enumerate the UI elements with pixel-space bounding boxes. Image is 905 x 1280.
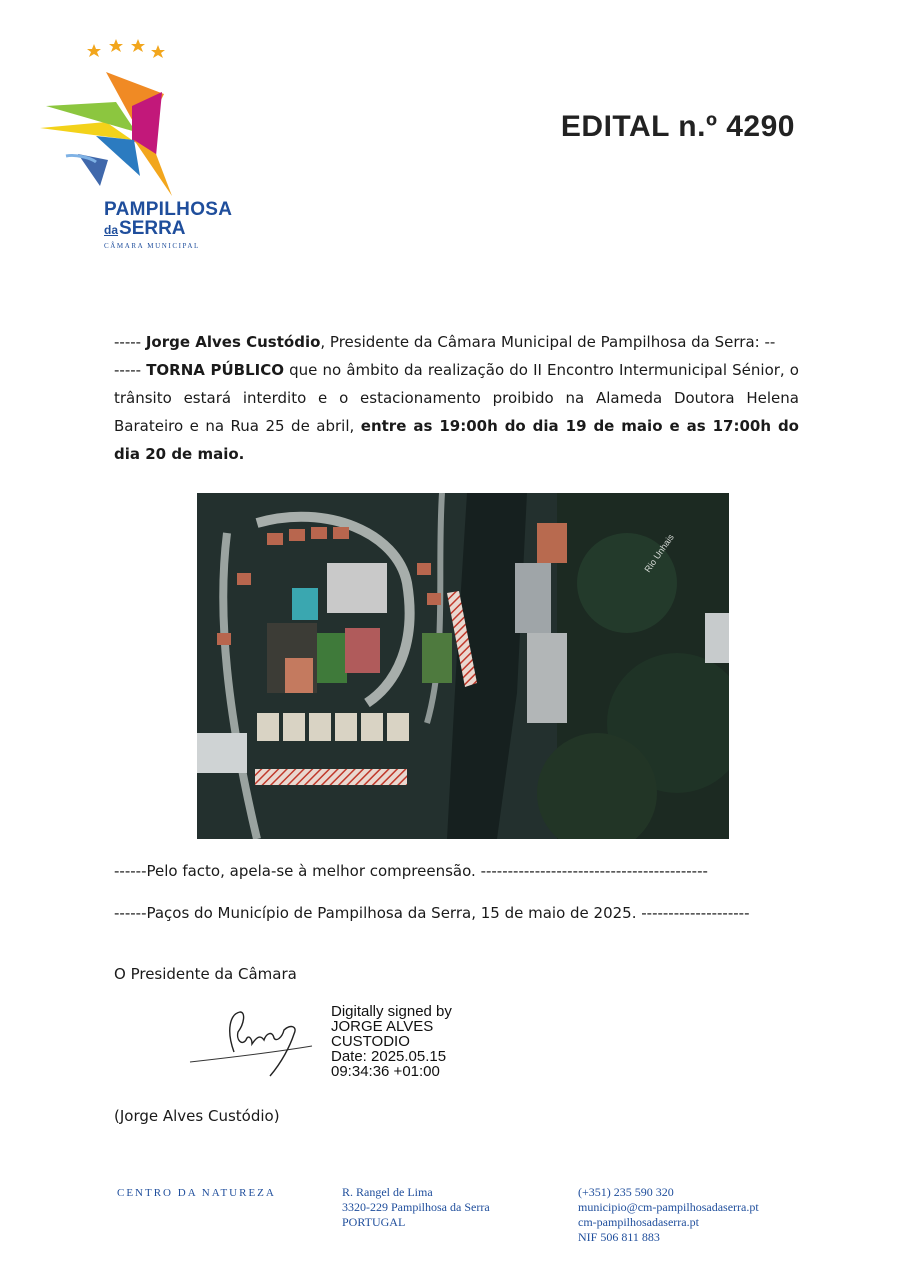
digital-signature-block — [331, 1004, 452, 1079]
paragraph-announcement — [114, 356, 799, 468]
footer-tagline: CENTRO DA NATUREZA — [117, 1187, 276, 1199]
place-date-line: ------Paços do Município de Pampilhosa da Serra, 15 de maio de 2025. -------------------- — [114, 904, 750, 922]
dash-prefix: ----- — [114, 361, 147, 379]
document-title: EDITAL n.º 4290 — [560, 110, 795, 143]
aerial-map-image — [197, 493, 729, 839]
footer-address-line: PORTUGAL — [342, 1215, 406, 1229]
river-label: Rio Unhais — [642, 532, 676, 575]
logo-name-line2 — [104, 219, 186, 240]
torna-publico: TORNA PÚBLICO — [146, 361, 284, 379]
footer-website: cm-pampilhosadaserra.pt — [578, 1215, 699, 1229]
digsig-line: 09:34:36 +01:00 — [331, 1063, 440, 1080]
footer-nif: NIF 506 811 883 — [578, 1230, 660, 1244]
president-role: O Presidente da Câmara — [114, 965, 297, 983]
intro-rest: , Presidente da Câmara Municipal de Pampilhosa da Serra: -- — [320, 333, 776, 351]
footer-address-line: R. Rangel de Lima — [342, 1185, 433, 1199]
footer-phone: (+351) 235 590 320 — [578, 1185, 674, 1199]
logo-graphic — [36, 36, 246, 206]
period-text: entre as 19:00h do dia 19 de maio e as 17:00h do dia 20 de maio. — [114, 417, 799, 463]
signer-name: (Jorge Alves Custódio) — [114, 1107, 280, 1125]
logo-name-line1: PAMPILHOSA — [104, 199, 233, 220]
digsig-line: JORGE ALVES — [331, 1018, 434, 1035]
digsig-line: CUSTODIO — [331, 1033, 410, 1050]
logo-subtitle: CÂMARA MUNICIPAL — [104, 242, 200, 250]
paragraph-intro — [114, 328, 799, 356]
announcement-text: que no âmbito da realização do II Encontro Intermunicipal Sénior, o trânsito estará interdito e o estacionamento proibido na Alameda Doutora Helena Barateiro e na Rua 25 de abril, — [114, 361, 799, 435]
footer-address-line: 3320-229 Pampilhosa da Serra — [342, 1200, 490, 1214]
logo-name-da: da — [104, 223, 119, 237]
footer-contacts — [578, 1185, 759, 1245]
footer-email: municipio@cm-pampilhosadaserra.pt — [578, 1200, 759, 1214]
logo-name-serra: SERRA — [119, 218, 186, 239]
footer-address — [342, 1185, 490, 1230]
appeal-line: ------Pelo facto, apela-se à melhor compreensão. ------------------------------------------ — [114, 862, 708, 880]
handwritten-signature — [186, 1000, 316, 1080]
president-name: Jorge Alves Custódio — [145, 333, 321, 351]
municipality-logo — [36, 36, 246, 256]
document-body — [114, 328, 799, 468]
digsig-line: Date: 2025.05.15 — [331, 1048, 447, 1065]
aerial-map — [197, 493, 729, 839]
dash-prefix: ----- — [114, 333, 146, 351]
digsig-line: Digitally signed by — [331, 1003, 452, 1020]
